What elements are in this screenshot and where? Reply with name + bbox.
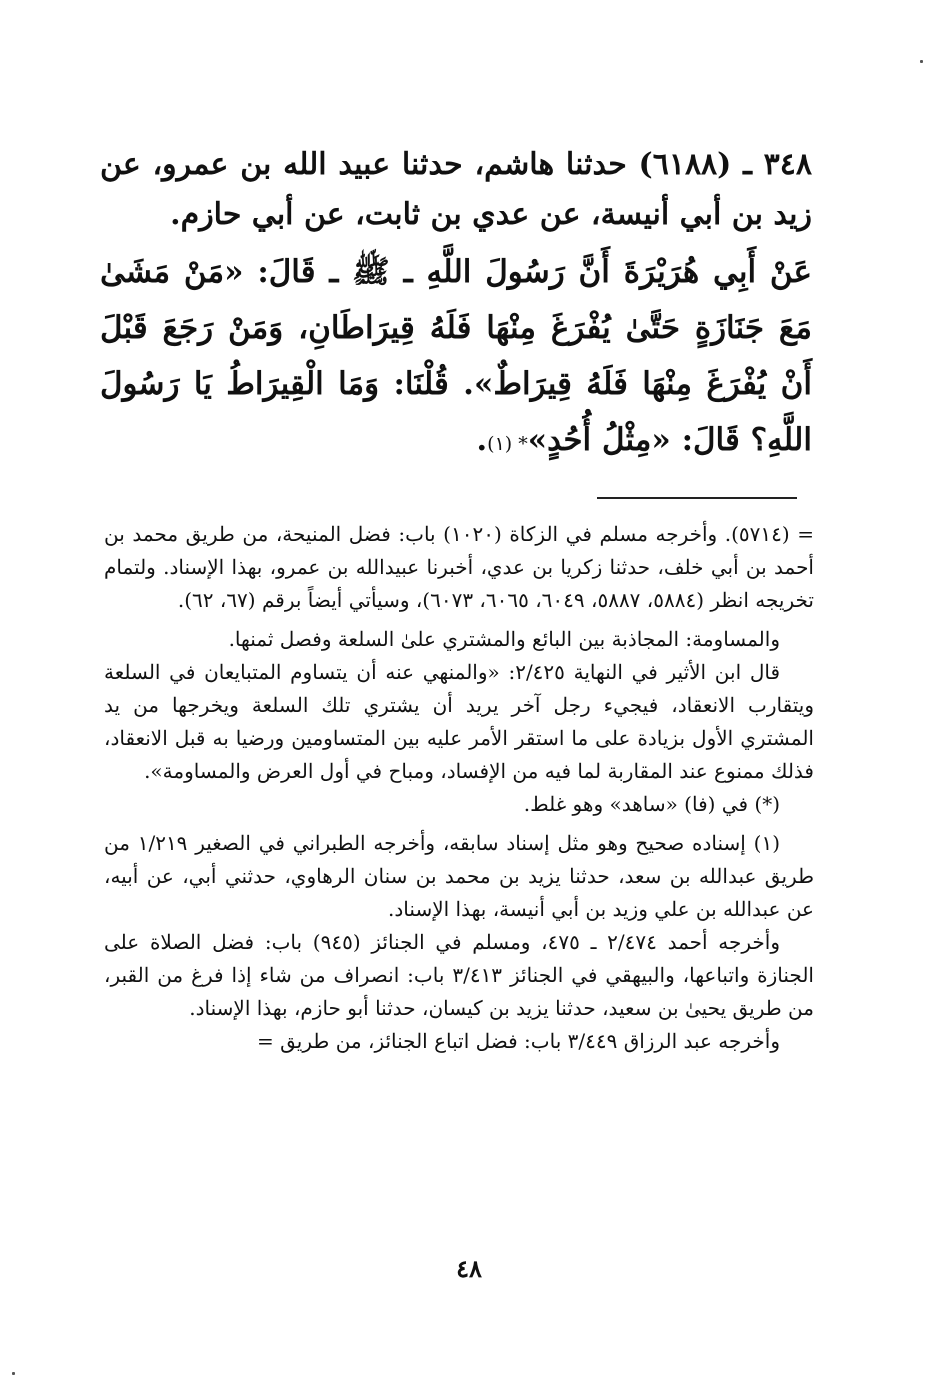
footnotes-section <box>104 518 814 1058</box>
footnote-paragraph: (*) في (فا) «ساهد» وهو غلط. <box>523 792 780 816</box>
matn-end-mark: . <box>476 422 488 458</box>
footnote-paragraph: وأخرجه أحمد ٢/٤٧٤ ـ ٤٧٥، ومسلم في الجنائز (٩٤٥) باب: فضل الصلاة على الجنازة واتباعها، والبيهقي في الجنائز ٣/٤١٣ باب: انصراف من شاء إذا فرغ من القبر، من طريق يحيىٰ بن سعيد، حدثنا يزيد بن كيسان، حدثنا أبو حازم، بهذا الإسناد. <box>104 930 814 1020</box>
footnote-paragraph: وأخرجه عبد الرزاق ٣/٤٤٩ باب: فضل اتباع الجنائز، من طريق = <box>257 1029 780 1053</box>
page-number: ٤٨ <box>456 1254 482 1283</box>
footnote-paragraph: والمساومة: المجاذبة بين البائع والمشتري علىٰ السلعة وفصل ثمنها. <box>228 627 780 651</box>
scan-speck <box>12 1372 15 1375</box>
footnote-reference: * (١) <box>487 433 528 455</box>
footnote-paragraph: = (٥٧١٤). وأخرجه مسلم في الزكاة (١٠٢٠) باب: فضل المنيحة، من طريق محمد بن أحمد بن أبي خلف، حدثنا زكريا بن عدي، أخبرنا عبيدالله بن عمرو، بهذا الإسناد. ولتمام تخريجه انظر (٥٨٨٤، ٥٨٨٧، ٦٠٤٩، ٦٠٦٥، ٦٠٧٣)، وسيأتي أيضاً برقم (٦٧، ٦٢). <box>104 522 814 612</box>
scan-speck <box>920 60 923 63</box>
hadith-isnad-header <box>100 140 812 240</box>
footnote-separator <box>597 497 797 499</box>
hadith-matn <box>100 244 812 472</box>
footnote-paragraph: (١) إسناده صحيح وهو مثل إسناد سابقه، وأخرجه الطبراني في الصغير ١/٢١٩ من طريق عبدالله بن سعد، حدثنا يزيد بن محمد بن سنان الرهاوي، حدثني أبي، عن أبيه، عن عبدالله بن علي وزيد بن أبي أنيسة، بهذا الإسناد. <box>104 831 814 921</box>
footnote-paragraph: قال ابن الأثير في النهاية ٢/٤٢٥: «والمنهي عنه أن يتساوم المتبايعان في السلعة ويتقارب الانعقاد، فيجيء رجل آخر يريد أن يشتري تلك السلعة ويخرجها من يد المشتري الأول بزيادة على ما استقر الأمر عليه بين المتساومين ورضيا به قبل الانعقاد، فذلك ممنوع عند المقاربة لما فيه من الإفساد، ومباح في أول العرض والمساومة». <box>104 660 814 783</box>
matn-text: عَنْ أَبِي هُرَيْرَةَ أَنَّ رَسُولَ اللَّهِ ـ ﷺ ـ قَالَ: «مَنْ مَشَىٰ مَعَ جَنَازَةٍ حَتَّىٰ يُفْرَغَ مِنْهَا فَلَهُ قِيرَاطَانِ، وَمَنْ رَجَعَ قَبْلَ أَنْ يُفْرَغَ مِنْهَا فَلَهُ قِيرَاطٌ». قُلْنَا: وَمَا الْقِيرَاطُ يَا رَسُولَ اللَّهِ؟ قَالَ: «مِثْلُ أُحُدٍ» <box>100 254 812 458</box>
isnad-text: ٣٤٨ ـ (٦١٨٨) حدثنا هاشم، حدثنا عبيد الله بن عمرو، عن زيد بن أبي أنيسة، عن عدي بن ثابت، عن أبي حازم. <box>100 147 812 232</box>
